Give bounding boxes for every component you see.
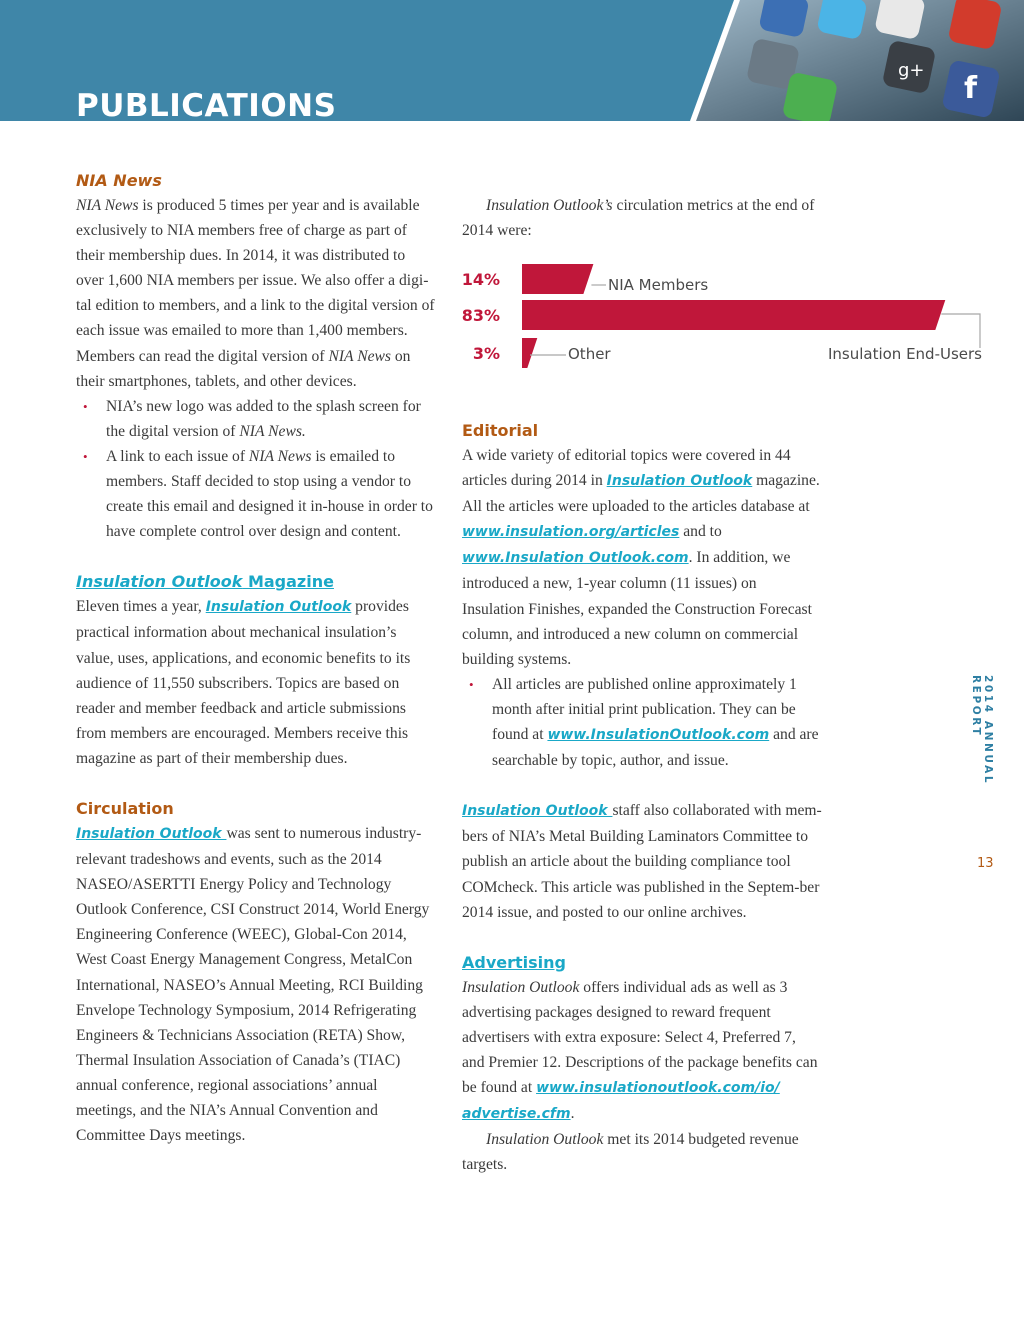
advertising-paragraph: Insulation Outlook offers individual ads as well as 3 advertising packages designed to reward frequent advertisers with extra exposure: Select 4, Preferred 7, and Premier 12. Descriptions of the package benefits can be found at www.insulationoutlook.com/io/ advertise.cfm. bbox=[462, 978, 818, 1123]
advertising-heading[interactable]: Advertising bbox=[462, 952, 566, 972]
circulation-chart-svg bbox=[460, 258, 990, 378]
insulation-outlook-site-link[interactable]: www.InsulationOutlook.com bbox=[547, 727, 770, 744]
right-column bbox=[462, 193, 822, 243]
editorial-heading: Editorial bbox=[462, 421, 539, 440]
revenue-paragraph: Insulation Outlook met its 2014 budgeted revenue targets. bbox=[462, 1131, 799, 1174]
smartphone-apps-image bbox=[690, 0, 1024, 121]
chart-value-label: 3% bbox=[472, 344, 500, 363]
nia-news-bullets bbox=[76, 394, 436, 545]
chart-value-label: 14% bbox=[461, 270, 500, 289]
nia-news-heading: NIA News bbox=[76, 171, 162, 190]
list-item: • NIA’s new logo was added to the splash screen for the digital version of NIA News. bbox=[76, 394, 436, 444]
insulation-outlook-link[interactable]: Insulation Outlook bbox=[606, 473, 753, 490]
list-item: • A link to each issue of NIA News is emailed to members. Staff decided to stop using a vendor to create this email and designed it in-house in order to have complete control over design and content. bbox=[76, 444, 436, 544]
io-magazine-paragraph: Eleven times a year, Insulation Outlook provides practical information about mechanical insulation’s value, uses, applications, and economic benefits to its audience of 11,550 subscribers. Topics are based on reader and member feedback and article submissions from members are encouraged. Members receive this magazine as part of their membership dues. bbox=[76, 598, 411, 767]
circulation-chart bbox=[460, 258, 990, 378]
header-photo bbox=[690, 0, 1024, 121]
insulation-outlook-link[interactable]: Insulation Outlook bbox=[462, 803, 613, 820]
insulation-outlook-site-link[interactable]: www.Insulation Outlook.com bbox=[462, 550, 689, 567]
collaboration-paragraph: Insulation Outlook staff also collaborated with mem-bers of NIA’s Metal Building Laminators Committee to publish an article about the building compliance tool COMcheck. This article was published in the Septem-ber 2014 issue, and posted to our online archives. bbox=[462, 802, 822, 921]
annual-report-side-label: 2014 ANNUAL REPORT bbox=[970, 675, 994, 786]
editorial-paragraph: A wide variety of editorial topics were covered in 44 articles during 2014 in Insulation Outlook magazine. All the articles were uploaded to the articles database at www.insulation.org/articles and to www.Insulation Outlook.com. In addition, we introduced a new, 1-year column (11 issues) on Insulation Finishes, expanded the Construction Forecast column, and introduced a new column on commercial building systems. bbox=[462, 447, 820, 668]
chart-category-label: Other bbox=[568, 345, 611, 363]
chart-category-label: NIA Members bbox=[608, 276, 709, 294]
left-column bbox=[76, 168, 436, 1148]
insulation-outlook-link[interactable]: Insulation Outlook bbox=[76, 825, 227, 842]
nia-news-paragraph: NIA News is produced 5 times per year and is available exclusively to NIA members free of charge as part of their membership dues. In 2014, it was distributed to over 1,600 NIA members per issue. We also offer a digi-tal edition to members, and a link to the digital version of each issue was emailed to more than 1,400 members. Members can read the digital version of NIA News on their smartphones, tablets, and other devices. bbox=[76, 197, 435, 390]
articles-database-link[interactable]: www.insulation.org/articles bbox=[462, 524, 680, 541]
advertise-link[interactable]: www.insulationoutlook.com/io/ advertise.cfm bbox=[462, 1080, 780, 1123]
circulation-heading: Circulation bbox=[76, 798, 174, 818]
metrics-intro: Insulation Outlook’s circulation metrics at the end of 2014 were: bbox=[462, 197, 815, 240]
chart-value-label: 83% bbox=[461, 306, 500, 325]
insulation-outlook-link[interactable]: Insulation Outlook bbox=[205, 599, 352, 616]
editorial-bullets bbox=[462, 672, 822, 773]
bullet-icon: • bbox=[469, 676, 474, 692]
io-magazine-heading[interactable]: Insulation Outlook Magazine bbox=[76, 572, 334, 592]
circulation-paragraph: Insulation Outlook was sent to numerous industry-relevant tradeshows and events, such as the 2014 NASEO/ASERTTI Energy Policy and Technology Outlook Conference, CSI Construct 2014, World Energy Engineering Conference (WEEC), Global-Con 2014, West Coast Energy Management Congress, MetalCon International, NASEO’s Annual Meeting, RCI Building Envelope Technology Symposium, 2014 Refrigerating Engineers & Technicians Association (RETA) Show, Thermal Insulation Association of Canada’s (TIAC) annual conference, regional associations’ annual meetings, and the NIA’s Annual Convention and Committee Days meetings. bbox=[76, 824, 430, 1145]
right-column-lower bbox=[462, 418, 822, 1177]
svg-text:f: f bbox=[964, 71, 978, 106]
bullet-icon: • bbox=[83, 448, 88, 464]
chart-category-label: Insulation End-Users bbox=[827, 345, 982, 363]
chart-bar-insulation-end-users bbox=[522, 300, 945, 330]
list-item: • All articles are published online approximately 1 month after initial print publication. They can be found at www.InsulationOutlook.com and are searchable by topic, author, and issue. bbox=[462, 672, 822, 773]
chart-connector bbox=[941, 314, 980, 348]
page-title: PUBLICATIONS bbox=[76, 88, 337, 124]
bullet-icon: • bbox=[83, 398, 88, 414]
chart-bar-other bbox=[522, 338, 537, 368]
chart-bar-nia-members bbox=[522, 264, 593, 294]
svg-text:g+: g+ bbox=[898, 60, 925, 81]
page-number: 13 bbox=[977, 856, 994, 871]
